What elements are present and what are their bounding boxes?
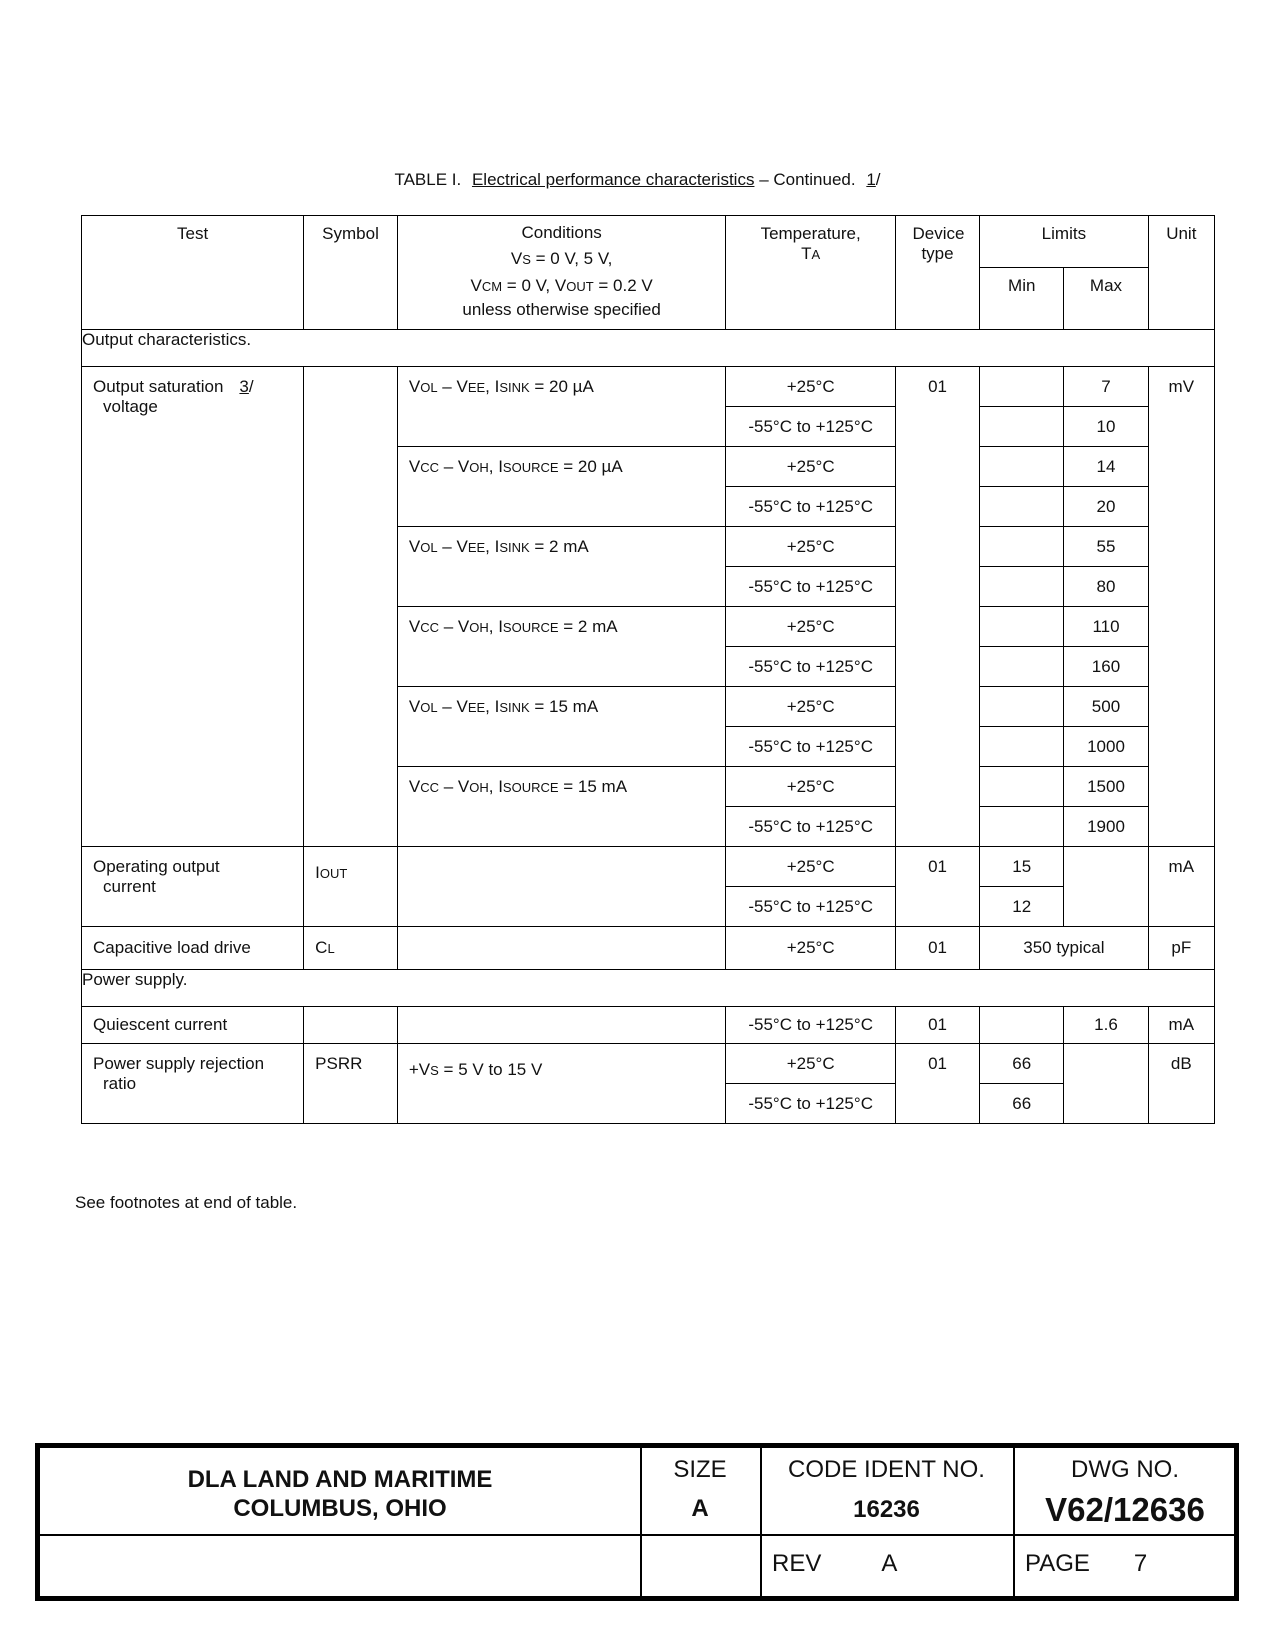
temperature-cell — [726, 1084, 896, 1124]
temperature-cell — [726, 487, 896, 527]
min-cell — [980, 447, 1064, 487]
test-line — [93, 397, 303, 417]
text: = 5 V to 15 V — [438, 1060, 543, 1079]
header-row — [82, 216, 1215, 268]
text: , I — [485, 377, 500, 396]
test-line — [93, 877, 303, 897]
text: OL — [420, 380, 438, 395]
max-cell — [1064, 567, 1148, 607]
unit-cell — [1148, 927, 1214, 970]
text: pF — [1171, 938, 1192, 957]
conditions-line1: Conditions — [521, 223, 602, 242]
temperature-cell — [726, 407, 896, 447]
text: SINK — [499, 380, 530, 395]
text: OH — [469, 460, 489, 475]
text: 01 — [928, 1015, 947, 1034]
text: – V — [437, 537, 468, 556]
text: , I — [485, 537, 500, 556]
text: 01 — [928, 377, 947, 396]
temperature-cell — [726, 847, 896, 887]
text: -55°C to +125°C — [748, 1015, 873, 1034]
condition-cell — [397, 1007, 726, 1044]
text: CC — [420, 620, 439, 635]
temperature-cell — [726, 927, 896, 970]
text: +25°C — [786, 376, 835, 396]
table-row — [82, 847, 1215, 887]
min-cell — [980, 847, 1064, 887]
temperature-cell — [726, 807, 896, 847]
text: voltage — [103, 397, 158, 416]
text: -55°C to +125°C — [748, 496, 873, 516]
max-cell — [1064, 807, 1148, 847]
symbol-cell — [304, 847, 398, 927]
limits-cell — [980, 927, 1148, 970]
text: ratio — [103, 1074, 137, 1093]
text: – V — [439, 457, 470, 476]
text: – V — [437, 697, 468, 716]
min-cell — [980, 407, 1064, 447]
text: 12 — [1012, 896, 1032, 916]
text: Power supply rejection — [93, 1054, 265, 1073]
conditions-line4: unless otherwise specified — [462, 300, 661, 319]
test-capacitive-load-drive — [82, 927, 304, 970]
text: mV — [1168, 377, 1195, 396]
min-cell — [980, 1044, 1064, 1084]
text: Capacitive load drive — [93, 938, 251, 957]
table-row — [82, 1044, 1215, 1084]
max-cell — [1064, 1044, 1148, 1124]
temperature-cell — [726, 687, 896, 727]
max-cell — [1064, 687, 1148, 727]
test-line — [93, 377, 303, 397]
max-cell — [1064, 847, 1148, 927]
text: = 20 µA — [529, 377, 594, 396]
condition-cell — [397, 367, 726, 447]
text: 160 — [1091, 656, 1121, 676]
min-cell — [980, 727, 1064, 767]
text: -55°C to +125°C — [748, 896, 873, 916]
device-type-cell — [895, 367, 979, 847]
max-cell — [1064, 407, 1148, 447]
text: L — [327, 941, 335, 956]
device-type-cell — [895, 1007, 979, 1044]
table-caption — [0, 170, 1275, 190]
text: = 15 mA — [529, 697, 599, 716]
text: PSRR — [315, 1054, 363, 1073]
test-operating-output-current — [82, 847, 304, 927]
caption-title: Electrical performance characteristics — [471, 170, 755, 189]
dwg-no-value: V62/12636 — [1045, 1491, 1205, 1528]
condition-cell — [397, 1044, 726, 1124]
max-cell — [1064, 527, 1148, 567]
text: mA — [1168, 1015, 1195, 1034]
max-cell — [1064, 767, 1148, 807]
text: -55°C to +125°C — [748, 1093, 873, 1113]
section-output: Output characteristics. — [82, 330, 1215, 367]
caption-footnote-ref: 1 — [866, 170, 876, 189]
test-psrr — [82, 1044, 304, 1124]
text: 01 — [928, 938, 947, 957]
table-row — [82, 367, 1215, 407]
text: -55°C to +125°C — [748, 736, 873, 756]
condition-cell — [397, 447, 726, 527]
text: CC — [420, 460, 439, 475]
table-row — [82, 927, 1215, 970]
max-cell — [1064, 1007, 1148, 1044]
text: / — [248, 377, 254, 396]
text: +25°C — [786, 616, 835, 636]
condition-cell — [397, 527, 726, 607]
text: OH — [469, 620, 489, 635]
text: 10 — [1096, 416, 1116, 436]
code-ident-label: CODE IDENT NO. — [788, 1456, 985, 1483]
symbol-cell — [304, 1007, 398, 1044]
text: 3 — [239, 377, 249, 396]
temperature-cell — [726, 567, 896, 607]
header-unit: Unit — [1148, 216, 1214, 330]
min-cell — [980, 1084, 1064, 1124]
text: -55°C to +125°C — [748, 416, 873, 436]
text: V — [408, 457, 421, 476]
text: S — [430, 1063, 439, 1078]
title-block — [35, 1443, 1239, 1601]
text: 1000 — [1087, 736, 1125, 756]
text: V — [408, 697, 421, 716]
revision: REV A — [772, 1550, 898, 1577]
caption-suffix: – Continued. — [759, 170, 856, 189]
temperature-cell — [726, 647, 896, 687]
text: current — [103, 877, 156, 896]
caption-footnote-slash: / — [875, 170, 881, 189]
text: , I — [488, 617, 503, 636]
temperature-cell — [726, 607, 896, 647]
min-cell — [980, 687, 1064, 727]
conditions-line2: VS = 0 V, 5 V, — [510, 249, 613, 268]
text: 20 — [1096, 496, 1116, 516]
text: V — [408, 377, 421, 396]
size-label: SIZE — [673, 1456, 727, 1483]
table-row — [82, 1007, 1215, 1044]
text: 1.6 — [1094, 1015, 1118, 1034]
text: SINK — [499, 700, 530, 715]
symbol-cell — [304, 1044, 398, 1124]
text: , I — [485, 697, 500, 716]
test-line — [93, 1074, 303, 1094]
text: 80 — [1096, 576, 1116, 596]
text: +25°C — [786, 856, 835, 876]
min-cell — [980, 887, 1064, 927]
text: 110 — [1092, 616, 1120, 636]
text: OUT — [319, 866, 348, 881]
unit-cell — [1148, 367, 1214, 847]
max-cell — [1064, 367, 1148, 407]
text: EE — [467, 380, 486, 395]
unit-cell — [1148, 1007, 1214, 1044]
organization-name: DLA LAND AND MARITIME COLUMBUS, OHIO — [187, 1466, 493, 1522]
test-quiescent-current — [82, 1007, 304, 1044]
text: 66 — [1012, 1053, 1032, 1073]
min-cell — [980, 1007, 1064, 1044]
text: CC — [420, 780, 439, 795]
temperature-cell — [726, 527, 896, 567]
conditions-line3: VCM = 0 V, VOUT = 0.2 V — [470, 276, 653, 295]
text: OH — [469, 780, 489, 795]
test-line — [93, 1054, 303, 1074]
text: 01 — [928, 1054, 947, 1073]
text: , I — [488, 777, 503, 796]
device-type-cell — [895, 1044, 979, 1124]
caption-prefix: TABLE I. — [394, 170, 462, 189]
code-ident-value: 16236 — [853, 1496, 920, 1523]
text: V — [408, 617, 421, 636]
text: +25°C — [786, 776, 835, 796]
text: Output saturation — [93, 377, 224, 396]
text: EE — [467, 540, 486, 555]
text: 55 — [1096, 536, 1116, 556]
text: Power supply. — [82, 970, 188, 989]
page-number: PAGE 7 — [1025, 1550, 1148, 1577]
text: – V — [439, 617, 470, 636]
text: 350 typical — [1023, 938, 1105, 957]
min-cell — [980, 607, 1064, 647]
header-conditions — [397, 216, 726, 330]
symbol-cell — [304, 367, 398, 847]
text: OL — [420, 540, 438, 555]
section-power — [82, 970, 1215, 1007]
header-device-type: Device type — [895, 216, 979, 330]
text: 66 — [1012, 1093, 1032, 1113]
text: +25°C — [786, 938, 835, 957]
text: 15 — [1012, 856, 1032, 876]
temperature-cell — [726, 767, 896, 807]
condition-cell — [397, 687, 726, 767]
section-row — [82, 970, 1215, 1007]
min-cell — [980, 527, 1064, 567]
unit-cell — [1148, 1044, 1214, 1124]
size-value: A — [691, 1495, 709, 1522]
text: mA — [1168, 857, 1195, 876]
temperature-cell — [726, 447, 896, 487]
text: = 20 µA — [558, 457, 623, 476]
text: +25°C — [786, 536, 835, 556]
min-cell — [980, 367, 1064, 407]
header-limits: Limits — [980, 216, 1148, 268]
text: SOURCE — [502, 620, 559, 635]
text: SOURCE — [502, 780, 559, 795]
text: V — [408, 777, 421, 796]
text: Operating output — [93, 857, 220, 876]
text: -55°C to +125°C — [748, 656, 873, 676]
text: 01 — [928, 857, 947, 876]
text: I — [315, 863, 320, 882]
symbol-cell — [304, 927, 398, 970]
unit-cell — [1148, 847, 1214, 927]
condition-cell — [397, 607, 726, 687]
text: = 2 mA — [558, 617, 618, 636]
text: – V — [439, 777, 470, 796]
condition-cell — [397, 767, 726, 847]
device-type-cell — [895, 847, 979, 927]
text: , I — [488, 457, 503, 476]
max-cell — [1064, 487, 1148, 527]
text: dB — [1170, 1054, 1192, 1073]
text: -55°C to +125°C — [748, 816, 873, 836]
header-test: Test — [82, 216, 304, 330]
text: = 2 mA — [529, 537, 589, 556]
min-cell — [980, 487, 1064, 527]
text: +25°C — [786, 456, 835, 476]
temperature-cell — [726, 1044, 896, 1084]
temperature-cell — [726, 1007, 896, 1044]
text: 1900 — [1087, 816, 1125, 836]
text: C — [315, 938, 328, 957]
device-type-cell — [895, 927, 979, 970]
text: = 15 mA — [558, 777, 628, 796]
text: OL — [420, 700, 438, 715]
max-cell — [1064, 607, 1148, 647]
text: SINK — [499, 540, 530, 555]
temperature-cell — [726, 367, 896, 407]
text: V — [408, 537, 421, 556]
condition-cell — [397, 927, 726, 970]
text: EE — [467, 700, 486, 715]
min-cell — [980, 807, 1064, 847]
test-line — [93, 857, 303, 877]
text: 14 — [1096, 456, 1116, 476]
text: +25°C — [786, 696, 835, 716]
electrical-characteristics-table — [81, 215, 1215, 1124]
max-cell — [1064, 447, 1148, 487]
test-output-saturation — [82, 367, 304, 847]
max-cell — [1064, 727, 1148, 767]
text: 1500 — [1087, 776, 1125, 796]
condition-cell — [397, 847, 726, 927]
text: +V — [408, 1060, 431, 1079]
header-min: Min — [980, 268, 1064, 330]
header-max: Max — [1064, 268, 1148, 330]
min-cell — [980, 647, 1064, 687]
text: +25°C — [786, 1053, 835, 1073]
text: 7 — [1101, 376, 1111, 396]
condition-text — [409, 1054, 726, 1080]
text: -55°C to +125°C — [748, 576, 873, 596]
header-symbol: Symbol — [304, 216, 398, 330]
max-cell — [1064, 647, 1148, 687]
min-cell — [980, 567, 1064, 607]
dwg-no-label: DWG NO. — [1071, 1456, 1179, 1483]
header-temperature: Temperature, TA — [726, 216, 896, 330]
text: SOURCE — [502, 460, 559, 475]
footnote-note: See footnotes at end of table. — [75, 1193, 298, 1212]
text: Quiescent current — [93, 1015, 228, 1034]
temperature-cell — [726, 727, 896, 767]
section-row — [82, 330, 1215, 367]
text: 500 — [1091, 696, 1121, 716]
text: – V — [437, 377, 468, 396]
min-cell — [980, 767, 1064, 807]
symbol-text — [315, 857, 397, 883]
temperature-cell — [726, 887, 896, 927]
